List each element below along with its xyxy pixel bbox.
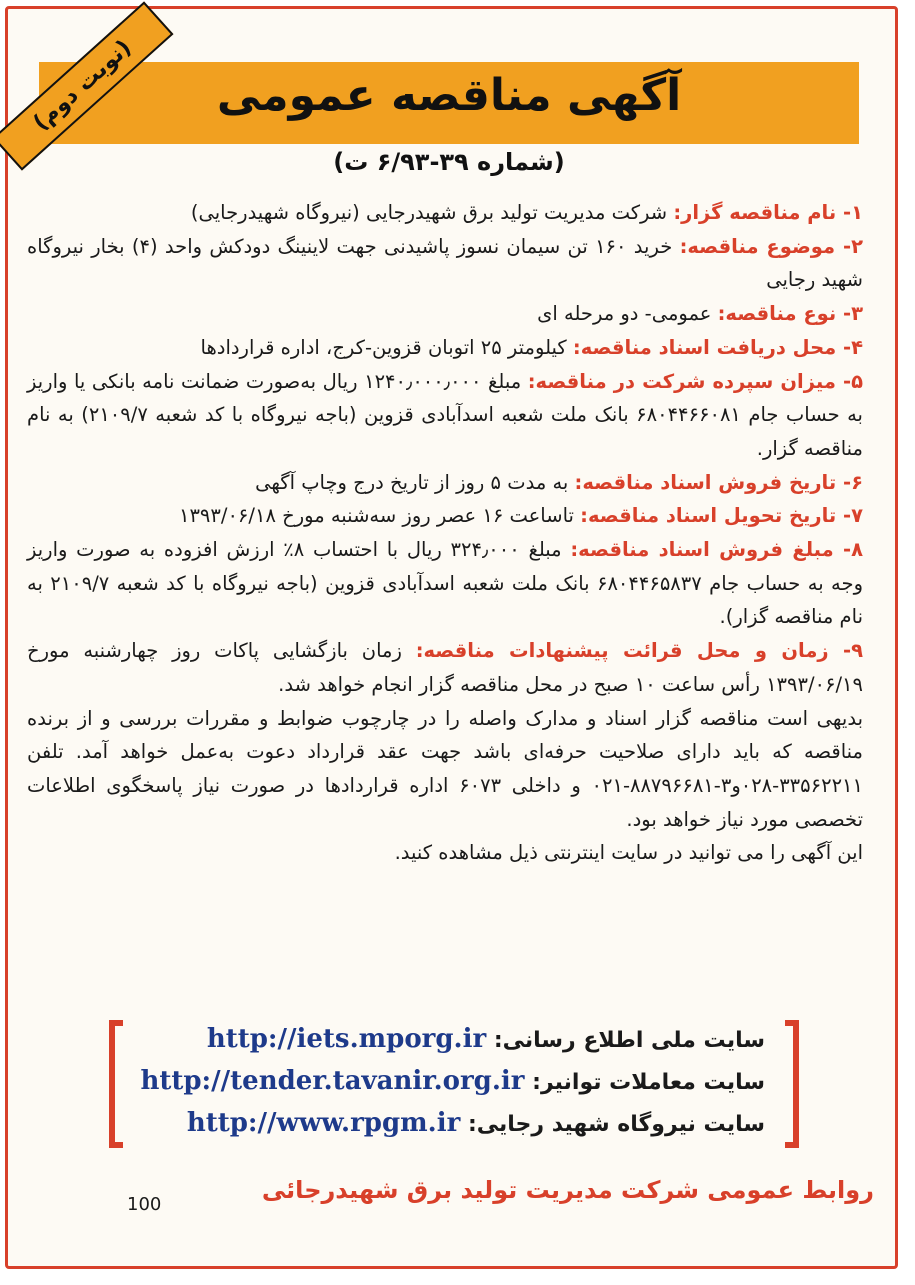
notice-body	[28, 196, 864, 870]
site-row-iets	[208, 1024, 766, 1054]
item-3	[28, 297, 864, 331]
item-text: شرکت مدیریت تولید برق شهیدرجایی (نیروگاه شهیدرجایی)	[191, 201, 675, 224]
item-text: به مدت ۵ روز از تاریخ درج وچاپ آگهی	[256, 470, 576, 494]
notice-number: (شماره ۳۹-۶/۹۳ ت)	[334, 148, 566, 176]
item-4	[28, 331, 864, 365]
site-link-tavanir[interactable]: http://tender.tavanir.org.ir	[141, 1066, 526, 1096]
item-label: ۷- تاریخ تحویل اسناد مناقصه:	[581, 504, 864, 528]
site-link-rpgm[interactable]: http://www.rpgm.ir	[187, 1108, 462, 1138]
site-row-rpgm	[188, 1108, 766, 1138]
notice-title: آگهی مناقصه عمومی	[217, 70, 683, 121]
footer-public-relations: روابط عمومی شرکت مدیریت تولید برق شهیدرجائی	[262, 1176, 875, 1204]
closing-paragraph: بدیهی است مناقصه گزار اسناد و مدارک واصله را در چارچوب ضوابط و مقررات بررسی و از برنده مناقصه که باید دارای صلاحیت حرفه‌ای باشد جهت عقد قرارداد دعوت به‌عمل خواهد آمد. تلفن ۳۳۵۶۲۲۱۱-۰۲۸و۳-۸۸۷۹۶۶۸۱-۰۲۱ و داخلی ۶۰۷۳ اداره قراردادها در صورت نیاز پاسخگوی اطلاعات تخصصی مورد نیاز خواهد بود.	[28, 706, 864, 831]
site-label: سایت نیروگاه شهید رجایی:	[468, 1112, 766, 1137]
item-text: کیلومتر ۲۵ اتوبان قزوین-کرج، اداره قراردادها	[201, 335, 574, 359]
item-text: مبلغ ۳۲۴٫۰۰۰ ریال با احتساب ۸٪ ارزش افزوده به صورت واریز وجه به حساب جام ۶۸۰۴۴۶۵۸۳۷ بانک ملت شعبه اسدآبادی قزوین (باجه نیروگاه با کد شعبه ۲۱۰۹/۷ به نام مناقصه گزار).	[28, 538, 864, 629]
website-intro: این آگهی را می توانید در سایت اینترنتی ذیل مشاهده کنید.	[395, 841, 864, 865]
item-text: خرید ۱۶۰ تن سیمان نسوز پاشیدنی جهت لاینینگ دودکش واحد (۴) بخار نیروگاه شهید رجایی	[28, 234, 864, 292]
websites-box	[110, 1020, 800, 1150]
bracket-right	[786, 1020, 800, 1148]
item-label: ۵- میزان سپرده شرکت در مناقصه:	[528, 369, 864, 393]
item-text: زمان بازگشایی پاکات روز چهارشنبه مورخ ۱۳۹۳/۰۶/۱۹ رأس ساعت ۱۰ صبح در محل مناقصه گزار انجام خواهد شد.	[28, 639, 864, 696]
item-1	[28, 196, 864, 230]
item-5	[28, 365, 864, 466]
item-text: مبلغ ۱۲۴۰٫۰۰۰٫۰۰۰ ریال به‌صورت ضمانت نامه بانکی یا واریز به حساب جام ۶۸۰۴۴۶۶۰۸۱ بانک ملت شعبه اسدآبادی قزوین (باجه نیروگاه با کد شعبه ۲۱۰۹/۷) به نام مناقصه گزار.	[28, 369, 864, 460]
site-link-iets[interactable]: http://iets.mporg.ir	[207, 1024, 488, 1054]
item-text: عمومی- دو مرحله ای	[538, 302, 719, 326]
item-label: ۳- نوع مناقصه:	[718, 302, 864, 326]
item-text: تاساعت ۱۶ عصر روز سه‌شنبه مورخ ۱۳۹۳/۰۶/۱۸	[179, 504, 582, 528]
item-7	[28, 499, 864, 533]
item-label: ۹- زمان و محل قرائت پیشنهادات مناقصه:	[416, 639, 864, 663]
page-number: 100	[128, 1194, 163, 1215]
item-label: ۲- موضوع مناقصه:	[680, 234, 864, 258]
bracket-left	[110, 1020, 124, 1148]
site-label: سایت معاملات توانیر:	[533, 1070, 766, 1095]
round-ribbon: (نوبت دوم)	[0, 1, 175, 170]
site-row-tavanir	[141, 1066, 766, 1096]
item-label: ۶- تاریخ فروش اسناد مناقصه:	[575, 470, 864, 494]
item-label: ۴- محل دریافت اسناد مناقصه:	[573, 335, 864, 359]
item-8	[28, 533, 864, 634]
item-label: ۸- مبلغ فروش اسناد مناقصه:	[571, 538, 865, 562]
item-9	[28, 634, 864, 701]
item-6	[28, 466, 864, 500]
item-label: ۱- نام مناقصه گزار:	[674, 201, 864, 224]
item-2	[28, 230, 864, 297]
site-label: سایت ملی اطلاع رسانی:	[494, 1028, 766, 1053]
